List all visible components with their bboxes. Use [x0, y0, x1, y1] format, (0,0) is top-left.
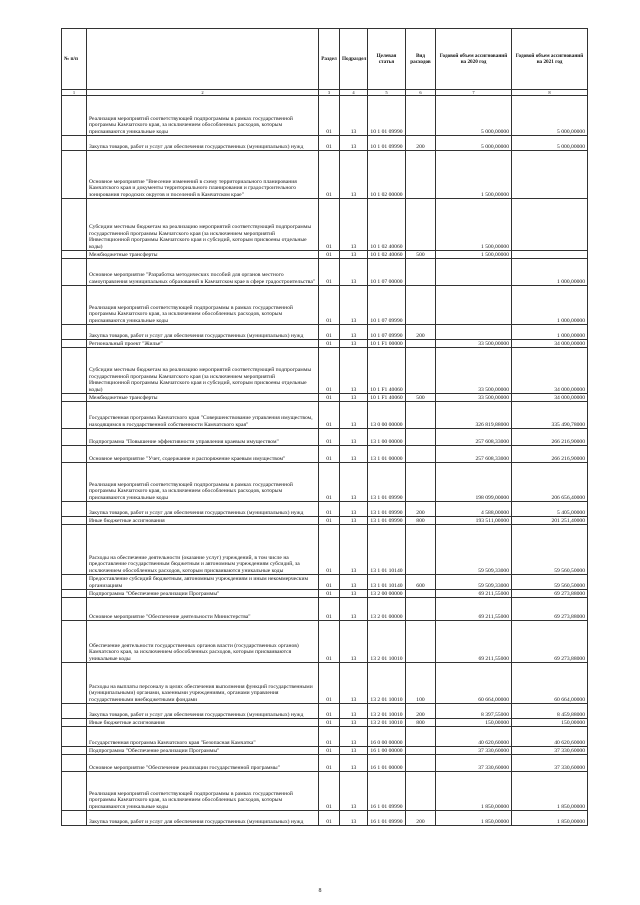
row-num-cell — [62, 151, 87, 199]
row-target-article-cell: 13 1 01 09990 — [368, 463, 406, 502]
row-expense-type-cell: 800 — [406, 517, 436, 525]
row-name-cell: Реализация мероприятий соответствующей подпрограммы в рамках государственной программы Камчатского края, за исключением обособленных расходов, которым присваиваются уникальные коды — [87, 463, 319, 502]
row-num-cell — [62, 755, 87, 772]
row-num-cell — [62, 259, 87, 286]
table-row — [62, 348, 588, 394]
row-expense-type-cell — [406, 259, 436, 286]
row-amount-2021-cell — [512, 199, 588, 251]
row-amount-2020-cell: 4 588,00000 — [436, 502, 512, 517]
row-target-article-cell: 10 1 01 09990 — [368, 96, 406, 136]
row-expense-type-cell — [406, 747, 436, 755]
row-razdel-cell: 01 — [319, 429, 340, 446]
table-row — [62, 755, 588, 772]
table-row — [62, 704, 588, 719]
row-amount-2021-cell: 8 459,88000 — [512, 704, 588, 719]
row-podrazdel-cell: 13 — [340, 598, 368, 621]
row-expense-type-cell — [406, 755, 436, 772]
header-amount-2021: Годовой объем ассигнований на 2021 год — [512, 29, 588, 90]
row-name-cell: Реализация мероприятий соответствующей подпрограммы в рамках государственной программы Камчатского края, за исключением обособленных расходов, которым присваиваются уникальные коды — [87, 772, 319, 811]
row-amount-2021-cell: 34 000,00000 — [512, 394, 588, 402]
row-target-article-cell: 10 1 07 09990 — [368, 325, 406, 340]
row-num-cell — [62, 325, 87, 340]
row-podrazdel-cell: 13 — [340, 704, 368, 719]
row-razdel-cell: 01 — [319, 747, 340, 755]
row-target-article-cell: 13 2 01 10010 — [368, 621, 406, 663]
row-podrazdel-cell: 13 — [340, 325, 368, 340]
row-amount-2021-cell: 266 216,90000 — [512, 429, 588, 446]
row-amount-2021-cell: 201 251,40000 — [512, 517, 588, 525]
row-target-article-cell: 13 0 00 00000 — [368, 402, 406, 429]
row-razdel-cell: 01 — [319, 811, 340, 826]
row-target-article-cell: 13 2 01 10010 — [368, 704, 406, 719]
row-razdel-cell: 01 — [319, 325, 340, 340]
page-number: 8 — [318, 888, 322, 894]
row-name-cell: Основное мероприятие "Внесение изменений в схему территориального планирования Камчатского края и документы территориального планирования и градостроительного зонирования городских округов и поселений в Камчатском крае" — [87, 151, 319, 199]
row-expense-type-cell — [406, 727, 436, 747]
row-target-article-cell: 13 1 01 00000 — [368, 446, 406, 463]
row-name-cell: Межбюджетные трансферты — [87, 394, 319, 402]
row-razdel-cell: 01 — [319, 446, 340, 463]
row-name-cell: Закупка товаров, работ и услуг для обеспечения государственных (муниципальных) нужд — [87, 502, 319, 517]
row-razdel-cell: 01 — [319, 517, 340, 525]
row-expense-type-cell: 200 — [406, 502, 436, 517]
row-amount-2020-cell: 257 608,33000 — [436, 429, 512, 446]
row-razdel-cell: 01 — [319, 402, 340, 429]
row-amount-2021-cell — [512, 151, 588, 199]
column-number: 4 — [340, 90, 368, 96]
row-amount-2020-cell: 5 000,00000 — [436, 136, 512, 151]
row-razdel-cell: 01 — [319, 348, 340, 394]
header-name — [87, 29, 319, 90]
table-row — [62, 259, 588, 286]
row-amount-2021-cell: 1 850,00000 — [512, 811, 588, 826]
row-podrazdel-cell: 13 — [340, 663, 368, 704]
row-target-article-cell: 13 2 01 00000 — [368, 598, 406, 621]
row-num-cell — [62, 517, 87, 525]
table-row — [62, 199, 588, 251]
row-expense-type-cell — [406, 598, 436, 621]
row-amount-2021-cell: 150,00000 — [512, 719, 588, 727]
row-expense-type-cell: 200 — [406, 325, 436, 340]
table-row — [62, 517, 588, 525]
row-razdel-cell: 01 — [319, 663, 340, 704]
row-target-article-cell: 10 1 02 40060 — [368, 251, 406, 259]
row-expense-type-cell: 200 — [406, 704, 436, 719]
row-amount-2021-cell: 1 000,00000 — [512, 325, 588, 340]
row-num-cell — [62, 446, 87, 463]
row-target-article-cell: 16 1 01 09990 — [368, 811, 406, 826]
row-target-article-cell: 10 1 02 00000 — [368, 151, 406, 199]
row-num-cell — [62, 525, 87, 575]
row-razdel-cell: 01 — [319, 755, 340, 772]
row-name-cell: Межбюджетные трансферты — [87, 251, 319, 259]
row-expense-type-cell: 600 — [406, 575, 436, 590]
row-num-cell — [62, 402, 87, 429]
row-amount-2020-cell: 59 509,33000 — [436, 575, 512, 590]
row-amount-2020-cell: 59 509,33000 — [436, 525, 512, 575]
row-amount-2021-cell: 335 490,78000 — [512, 402, 588, 429]
row-expense-type-cell: 500 — [406, 394, 436, 402]
row-expense-type-cell — [406, 429, 436, 446]
row-target-article-cell: 10 1 01 09990 — [368, 136, 406, 151]
budget-table — [61, 28, 588, 826]
row-podrazdel-cell: 13 — [340, 429, 368, 446]
row-name-cell: Основное мероприятие "Обеспечение деятельности Министерства" — [87, 598, 319, 621]
row-num-cell — [62, 719, 87, 727]
row-name-cell: Региональный проект "Жилье" — [87, 340, 319, 348]
row-expense-type-cell — [406, 348, 436, 394]
table-row — [62, 96, 588, 136]
header-target-article: Целевая статья — [368, 29, 406, 90]
row-num-cell — [62, 429, 87, 446]
row-target-article-cell: 16 0 00 00000 — [368, 727, 406, 747]
row-target-article-cell: 13 2 01 10010 — [368, 663, 406, 704]
row-target-article-cell: 10 1 F1 40060 — [368, 394, 406, 402]
table-row — [62, 136, 588, 151]
row-amount-2021-cell: 69 273,88000 — [512, 621, 588, 663]
table-row — [62, 151, 588, 199]
row-expense-type-cell — [406, 446, 436, 463]
row-num-cell — [62, 394, 87, 402]
row-name-cell: Реализация мероприятий соответствующей подпрограммы в рамках государственной программы Камчатского края, за исключением обособленных расходов, которым присваиваются уникальные коды — [87, 286, 319, 325]
table-row — [62, 286, 588, 325]
row-podrazdel-cell: 13 — [340, 348, 368, 394]
row-target-article-cell: 13 1 01 09990 — [368, 517, 406, 525]
row-target-article-cell: 13 1 01 09990 — [368, 502, 406, 517]
row-num-cell — [62, 502, 87, 517]
header-num: № п/п — [62, 29, 87, 90]
row-podrazdel-cell: 13 — [340, 446, 368, 463]
row-num-cell — [62, 811, 87, 826]
row-name-cell: Расходы на обеспечение деятельности (оказание услуг) учреждений, в том числе на предоставление государственным бюджетным и автономным учреждениям субсидий, за исключением обособленных расходов, которым присваиваются уникальные коды — [87, 525, 319, 575]
row-name-cell: Государственная программа Камчатского края "Совершенствование управления имуществом, находящимся в государственной собственности Камчатского края" — [87, 402, 319, 429]
row-expense-type-cell — [406, 96, 436, 136]
row-amount-2021-cell: 34 000,00000 — [512, 348, 588, 394]
row-amount-2021-cell: 1 850,00000 — [512, 772, 588, 811]
row-amount-2020-cell: 326 819,88000 — [436, 402, 512, 429]
row-amount-2020-cell: 1 500,00000 — [436, 199, 512, 251]
row-expense-type-cell: 100 — [406, 663, 436, 704]
row-name-cell: Основное мероприятие "Учет, содержание и распоряжение краевым имуществом" — [87, 446, 319, 463]
row-amount-2020-cell: 60 664,00000 — [436, 663, 512, 704]
row-razdel-cell: 01 — [319, 286, 340, 325]
row-target-article-cell: 16 1 00 00000 — [368, 747, 406, 755]
row-amount-2021-cell: 40 620,60000 — [512, 727, 588, 747]
row-amount-2020-cell: 5 000,00000 — [436, 96, 512, 136]
table-row — [62, 727, 588, 747]
row-amount-2021-cell: 1 000,00000 — [512, 259, 588, 286]
row-podrazdel-cell: 13 — [340, 463, 368, 502]
row-razdel-cell: 01 — [319, 340, 340, 348]
row-razdel-cell: 01 — [319, 598, 340, 621]
row-num-cell — [62, 340, 87, 348]
column-number: 6 — [406, 90, 436, 96]
row-target-article-cell: 10 1 F1 00000 — [368, 340, 406, 348]
row-amount-2020-cell — [436, 259, 512, 286]
row-amount-2020-cell: 1 500,00000 — [436, 251, 512, 259]
row-razdel-cell: 01 — [319, 590, 340, 598]
row-name-cell: Закупка товаров, работ и услуг для обеспечения государственных (муниципальных) нужд — [87, 704, 319, 719]
row-podrazdel-cell: 13 — [340, 719, 368, 727]
row-expense-type-cell: 800 — [406, 719, 436, 727]
row-amount-2021-cell: 34 000,00000 — [512, 340, 588, 348]
row-razdel-cell: 01 — [319, 621, 340, 663]
row-razdel-cell: 01 — [319, 772, 340, 811]
row-razdel-cell: 01 — [319, 525, 340, 575]
row-amount-2021-cell: 59 560,50000 — [512, 525, 588, 575]
row-razdel-cell: 01 — [319, 394, 340, 402]
row-podrazdel-cell: 13 — [340, 340, 368, 348]
row-expense-type-cell — [406, 621, 436, 663]
header-razdel: Раздел — [319, 29, 340, 90]
column-number: 1 — [62, 90, 87, 96]
row-name-cell: Подпрограмма "Обеспечение реализации Программы" — [87, 747, 319, 755]
row-num-cell — [62, 199, 87, 251]
row-num-cell — [62, 663, 87, 704]
row-expense-type-cell — [406, 402, 436, 429]
row-amount-2020-cell: 33 500,00000 — [436, 348, 512, 394]
row-podrazdel-cell: 13 — [340, 755, 368, 772]
row-amount-2021-cell: 37 330,60000 — [512, 747, 588, 755]
row-target-article-cell: 13 2 01 10010 — [368, 719, 406, 727]
row-amount-2021-cell: 5 000,00000 — [512, 136, 588, 151]
row-num-cell — [62, 704, 87, 719]
column-number: 5 — [368, 90, 406, 96]
table-row — [62, 394, 588, 402]
table-row — [62, 590, 588, 598]
table-row — [62, 325, 588, 340]
table-row — [62, 811, 588, 826]
row-num-cell — [62, 727, 87, 747]
row-name-cell: Основное мероприятие "Разработка методических пособий для органов местного самоуправления муниципальных образований в Камчатском крае в сфере градостроительства" — [87, 259, 319, 286]
row-num-cell — [62, 136, 87, 151]
header-podrazdel: Подраздел — [340, 29, 368, 90]
row-expense-type-cell: 500 — [406, 251, 436, 259]
row-razdel-cell: 01 — [319, 151, 340, 199]
row-target-article-cell: 10 1 F1 40060 — [368, 348, 406, 394]
table-body — [62, 96, 588, 826]
row-amount-2021-cell — [512, 251, 588, 259]
table-row — [62, 663, 588, 704]
row-podrazdel-cell: 13 — [340, 727, 368, 747]
row-expense-type-cell — [406, 286, 436, 325]
row-amount-2021-cell: 5 000,00000 — [512, 96, 588, 136]
row-name-cell: Иные бюджетные ассигнования — [87, 517, 319, 525]
row-razdel-cell: 01 — [319, 704, 340, 719]
row-amount-2020-cell: 37 330,60000 — [436, 747, 512, 755]
row-num-cell — [62, 772, 87, 811]
row-amount-2020-cell: 8 397,55000 — [436, 704, 512, 719]
row-razdel-cell: 01 — [319, 502, 340, 517]
row-num-cell — [62, 463, 87, 502]
row-podrazdel-cell: 13 — [340, 517, 368, 525]
table-row — [62, 598, 588, 621]
row-amount-2021-cell: 1 000,00000 — [512, 286, 588, 325]
row-num-cell — [62, 747, 87, 755]
row-razdel-cell: 01 — [319, 199, 340, 251]
row-podrazdel-cell: 13 — [340, 259, 368, 286]
row-podrazdel-cell: 13 — [340, 96, 368, 136]
row-expense-type-cell — [406, 590, 436, 598]
table-row — [62, 525, 588, 575]
table-row — [62, 575, 588, 590]
row-podrazdel-cell: 13 — [340, 575, 368, 590]
row-name-cell: Субсидии местным бюджетам на реализацию мероприятий соответствующей подпрограммы государственной программы Камчатского края (за исключением мероприятий Инвестиционной программы Камчатского края и субсидий, которым присвоены отдельные коды) — [87, 348, 319, 394]
row-amount-2020-cell: 33 500,00000 — [436, 340, 512, 348]
row-razdel-cell: 01 — [319, 719, 340, 727]
table-header-row — [62, 29, 588, 90]
table-row — [62, 463, 588, 502]
header-amount-2020: Годовой объем ассигнований на 2020 год — [436, 29, 512, 90]
row-amount-2021-cell: 206 656,40000 — [512, 463, 588, 502]
row-num-cell — [62, 348, 87, 394]
row-name-cell: Закупка товаров, работ и услуг для обеспечения государственных (муниципальных) нужд — [87, 811, 319, 826]
row-amount-2021-cell: 37 330,60000 — [512, 755, 588, 772]
row-name-cell: Реализация мероприятий соответствующей подпрограммы в рамках государственной программы Камчатского края, за исключением обособленных расходов, которым присваиваются уникальные коды — [87, 96, 319, 136]
row-amount-2020-cell: 150,00000 — [436, 719, 512, 727]
row-podrazdel-cell: 13 — [340, 525, 368, 575]
row-name-cell: Субсидии местным бюджетам на реализацию мероприятий соответствующей подпрограммы государственной программы Камчатского края (за исключением мероприятий Инвестиционной программы Камчатского края и субсидий, которым присвоены отдельные коды) — [87, 199, 319, 251]
row-amount-2020-cell: 69 211,55000 — [436, 621, 512, 663]
row-podrazdel-cell: 13 — [340, 151, 368, 199]
budget-table-page — [61, 28, 587, 826]
row-amount-2021-cell: 69 273,88000 — [512, 598, 588, 621]
row-name-cell: Подпрограмма "Повышение эффективности управления краевым имуществом" — [87, 429, 319, 446]
row-podrazdel-cell: 13 — [340, 772, 368, 811]
row-podrazdel-cell: 13 — [340, 747, 368, 755]
row-amount-2020-cell: 1 500,00000 — [436, 151, 512, 199]
row-num-cell — [62, 575, 87, 590]
row-name-cell: Иные бюджетные ассигнования — [87, 719, 319, 727]
row-expense-type-cell: 200 — [406, 811, 436, 826]
row-target-article-cell: 13 1 01 10140 — [368, 525, 406, 575]
row-amount-2020-cell: 1 850,00000 — [436, 811, 512, 826]
table-row — [62, 747, 588, 755]
row-num-cell — [62, 96, 87, 136]
row-num-cell — [62, 621, 87, 663]
row-amount-2020-cell — [436, 286, 512, 325]
row-target-article-cell: 10 1 07 09990 — [368, 286, 406, 325]
row-podrazdel-cell: 13 — [340, 394, 368, 402]
row-razdel-cell: 01 — [319, 463, 340, 502]
row-podrazdel-cell: 13 — [340, 590, 368, 598]
column-number: 7 — [436, 90, 512, 96]
row-target-article-cell: 13 1 01 10140 — [368, 575, 406, 590]
row-razdel-cell: 01 — [319, 136, 340, 151]
table-row — [62, 502, 588, 517]
row-podrazdel-cell: 13 — [340, 402, 368, 429]
row-razdel-cell: 01 — [319, 96, 340, 136]
row-num-cell — [62, 598, 87, 621]
row-amount-2021-cell: 266 216,90000 — [512, 446, 588, 463]
row-num-cell — [62, 286, 87, 325]
row-name-cell: Основное мероприятие "Обеспечение реализации государственной программы" — [87, 755, 319, 772]
row-target-article-cell: 16 1 01 00000 — [368, 755, 406, 772]
table-row — [62, 446, 588, 463]
row-amount-2020-cell: 69 211,55000 — [436, 590, 512, 598]
row-expense-type-cell — [406, 525, 436, 575]
row-target-article-cell: 10 1 07 00000 — [368, 259, 406, 286]
row-num-cell — [62, 590, 87, 598]
table-row — [62, 340, 588, 348]
row-name-cell: Государственная программа Камчатского края "Безопасная Камчатка" — [87, 727, 319, 747]
row-name-cell: Предоставление субсидий бюджетным, автономным учреждениям и иным некоммерческим организациям — [87, 575, 319, 590]
row-podrazdel-cell: 13 — [340, 811, 368, 826]
row-expense-type-cell: 200 — [406, 136, 436, 151]
row-amount-2020-cell: 33 500,00000 — [436, 394, 512, 402]
row-amount-2020-cell: 37 330,60000 — [436, 755, 512, 772]
row-name-cell: Обеспечение деятельности государственных органов власти (государственных органов) Камчатского края, за исключением обособленных расходов, которым присваиваются уникальные коды — [87, 621, 319, 663]
row-name-cell: Закупка товаров, работ и услуг для обеспечения государственных (муниципальных) нужд — [87, 325, 319, 340]
table-row — [62, 621, 588, 663]
row-amount-2020-cell: 40 620,60000 — [436, 727, 512, 747]
column-number: 2 — [87, 90, 319, 96]
row-expense-type-cell — [406, 151, 436, 199]
row-amount-2020-cell: 193 511,00000 — [436, 517, 512, 525]
row-target-article-cell: 13 2 00 00000 — [368, 590, 406, 598]
row-name-cell: Подпрограмма "Обеспечение реализации Программы" — [87, 590, 319, 598]
row-expense-type-cell — [406, 199, 436, 251]
row-amount-2021-cell: 60 664,00000 — [512, 663, 588, 704]
row-razdel-cell: 01 — [319, 259, 340, 286]
header-expense-type: Вид расходов — [406, 29, 436, 90]
column-number: 8 — [512, 90, 588, 96]
row-podrazdel-cell: 13 — [340, 199, 368, 251]
row-amount-2021-cell: 5 405,00000 — [512, 502, 588, 517]
row-amount-2020-cell — [436, 325, 512, 340]
row-expense-type-cell — [406, 772, 436, 811]
row-target-article-cell: 13 1 00 00000 — [368, 429, 406, 446]
row-name-cell: Закупка товаров, работ и услуг для обеспечения государственных (муниципальных) нужд — [87, 136, 319, 151]
row-expense-type-cell — [406, 340, 436, 348]
row-amount-2021-cell: 59 560,50000 — [512, 575, 588, 590]
row-podrazdel-cell: 13 — [340, 286, 368, 325]
row-razdel-cell: 01 — [319, 575, 340, 590]
row-amount-2020-cell: 69 211,55000 — [436, 598, 512, 621]
row-amount-2021-cell: 69 273,88000 — [512, 590, 588, 598]
row-podrazdel-cell: 13 — [340, 621, 368, 663]
column-number: 3 — [319, 90, 340, 96]
table-row — [62, 402, 588, 429]
table-row — [62, 251, 588, 259]
table-row — [62, 429, 588, 446]
row-podrazdel-cell: 13 — [340, 136, 368, 151]
row-num-cell — [62, 251, 87, 259]
row-name-cell: Расходы на выплаты персоналу в целях обеспечения выполнения функций государственными (муниципальными) органами, казенными учреждениями, органами управления государственными внебюджетными фондами — [87, 663, 319, 704]
row-expense-type-cell — [406, 463, 436, 502]
row-target-article-cell: 16 1 01 09990 — [368, 772, 406, 811]
table-row — [62, 719, 588, 727]
row-razdel-cell: 01 — [319, 251, 340, 259]
row-razdel-cell: 01 — [319, 727, 340, 747]
row-target-article-cell: 10 1 02 40060 — [368, 199, 406, 251]
table-row — [62, 772, 588, 811]
row-amount-2020-cell: 257 608,33000 — [436, 446, 512, 463]
row-amount-2020-cell: 1 850,00000 — [436, 772, 512, 811]
row-amount-2020-cell: 198 099,00000 — [436, 463, 512, 502]
row-podrazdel-cell: 13 — [340, 502, 368, 517]
row-podrazdel-cell: 13 — [340, 251, 368, 259]
